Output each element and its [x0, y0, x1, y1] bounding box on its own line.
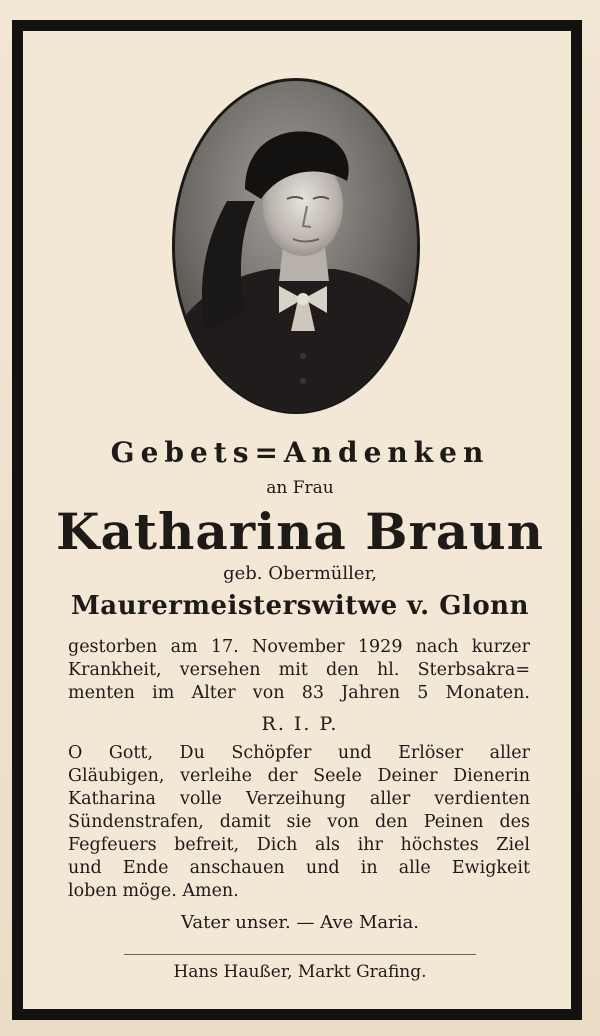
prayer	[68, 742, 530, 903]
printer-credit: Hans Haußer, Markt Grafing.	[173, 962, 427, 982]
deceased-name: Katharina Braun	[56, 502, 544, 561]
intro-text: an Frau	[266, 478, 334, 498]
divider-line	[124, 954, 476, 955]
birth-name: geb. Obermüller,	[223, 563, 377, 584]
portrait-photo	[172, 78, 420, 414]
prayer-line: Sündenstrafen, damit sie von den Peinen des	[68, 812, 530, 832]
heading: Gebets=Andenken	[110, 436, 490, 469]
death-notice-line: Krankheit, versehen mit den hl. Sterbsakra=	[68, 660, 530, 680]
closing-prayer: Vater unser. — Ave Maria.	[181, 912, 419, 933]
death-notice-line: gestorben am 17. November 1929 nach kurzer	[68, 637, 530, 657]
prayer-line: Fegfeuers befreit, Dich als ihr höchstes Ziel	[68, 835, 530, 855]
prayer-line: und Ende anschauen und in alle Ewigkeit	[68, 858, 530, 878]
death-notice-line: menten im Alter von 83 Jahren 5 Monaten.	[68, 683, 530, 703]
deceased-title: Maurermeisterswitwe v. Glonn	[71, 591, 529, 621]
prayer-line: Gläubigen, verleihe der Seele Deiner Dienerin	[68, 766, 530, 786]
prayer-line: Katharina volle Verzeihung aller verdienten	[68, 789, 530, 809]
death-notice	[68, 636, 530, 705]
portrait-illustration	[175, 81, 420, 414]
prayer-line: O Gott, Du Schöpfer und Erlöser aller	[68, 743, 530, 763]
rip-text: R. I. P.	[261, 713, 339, 735]
prayer-line: loben möge. Amen.	[68, 881, 239, 901]
